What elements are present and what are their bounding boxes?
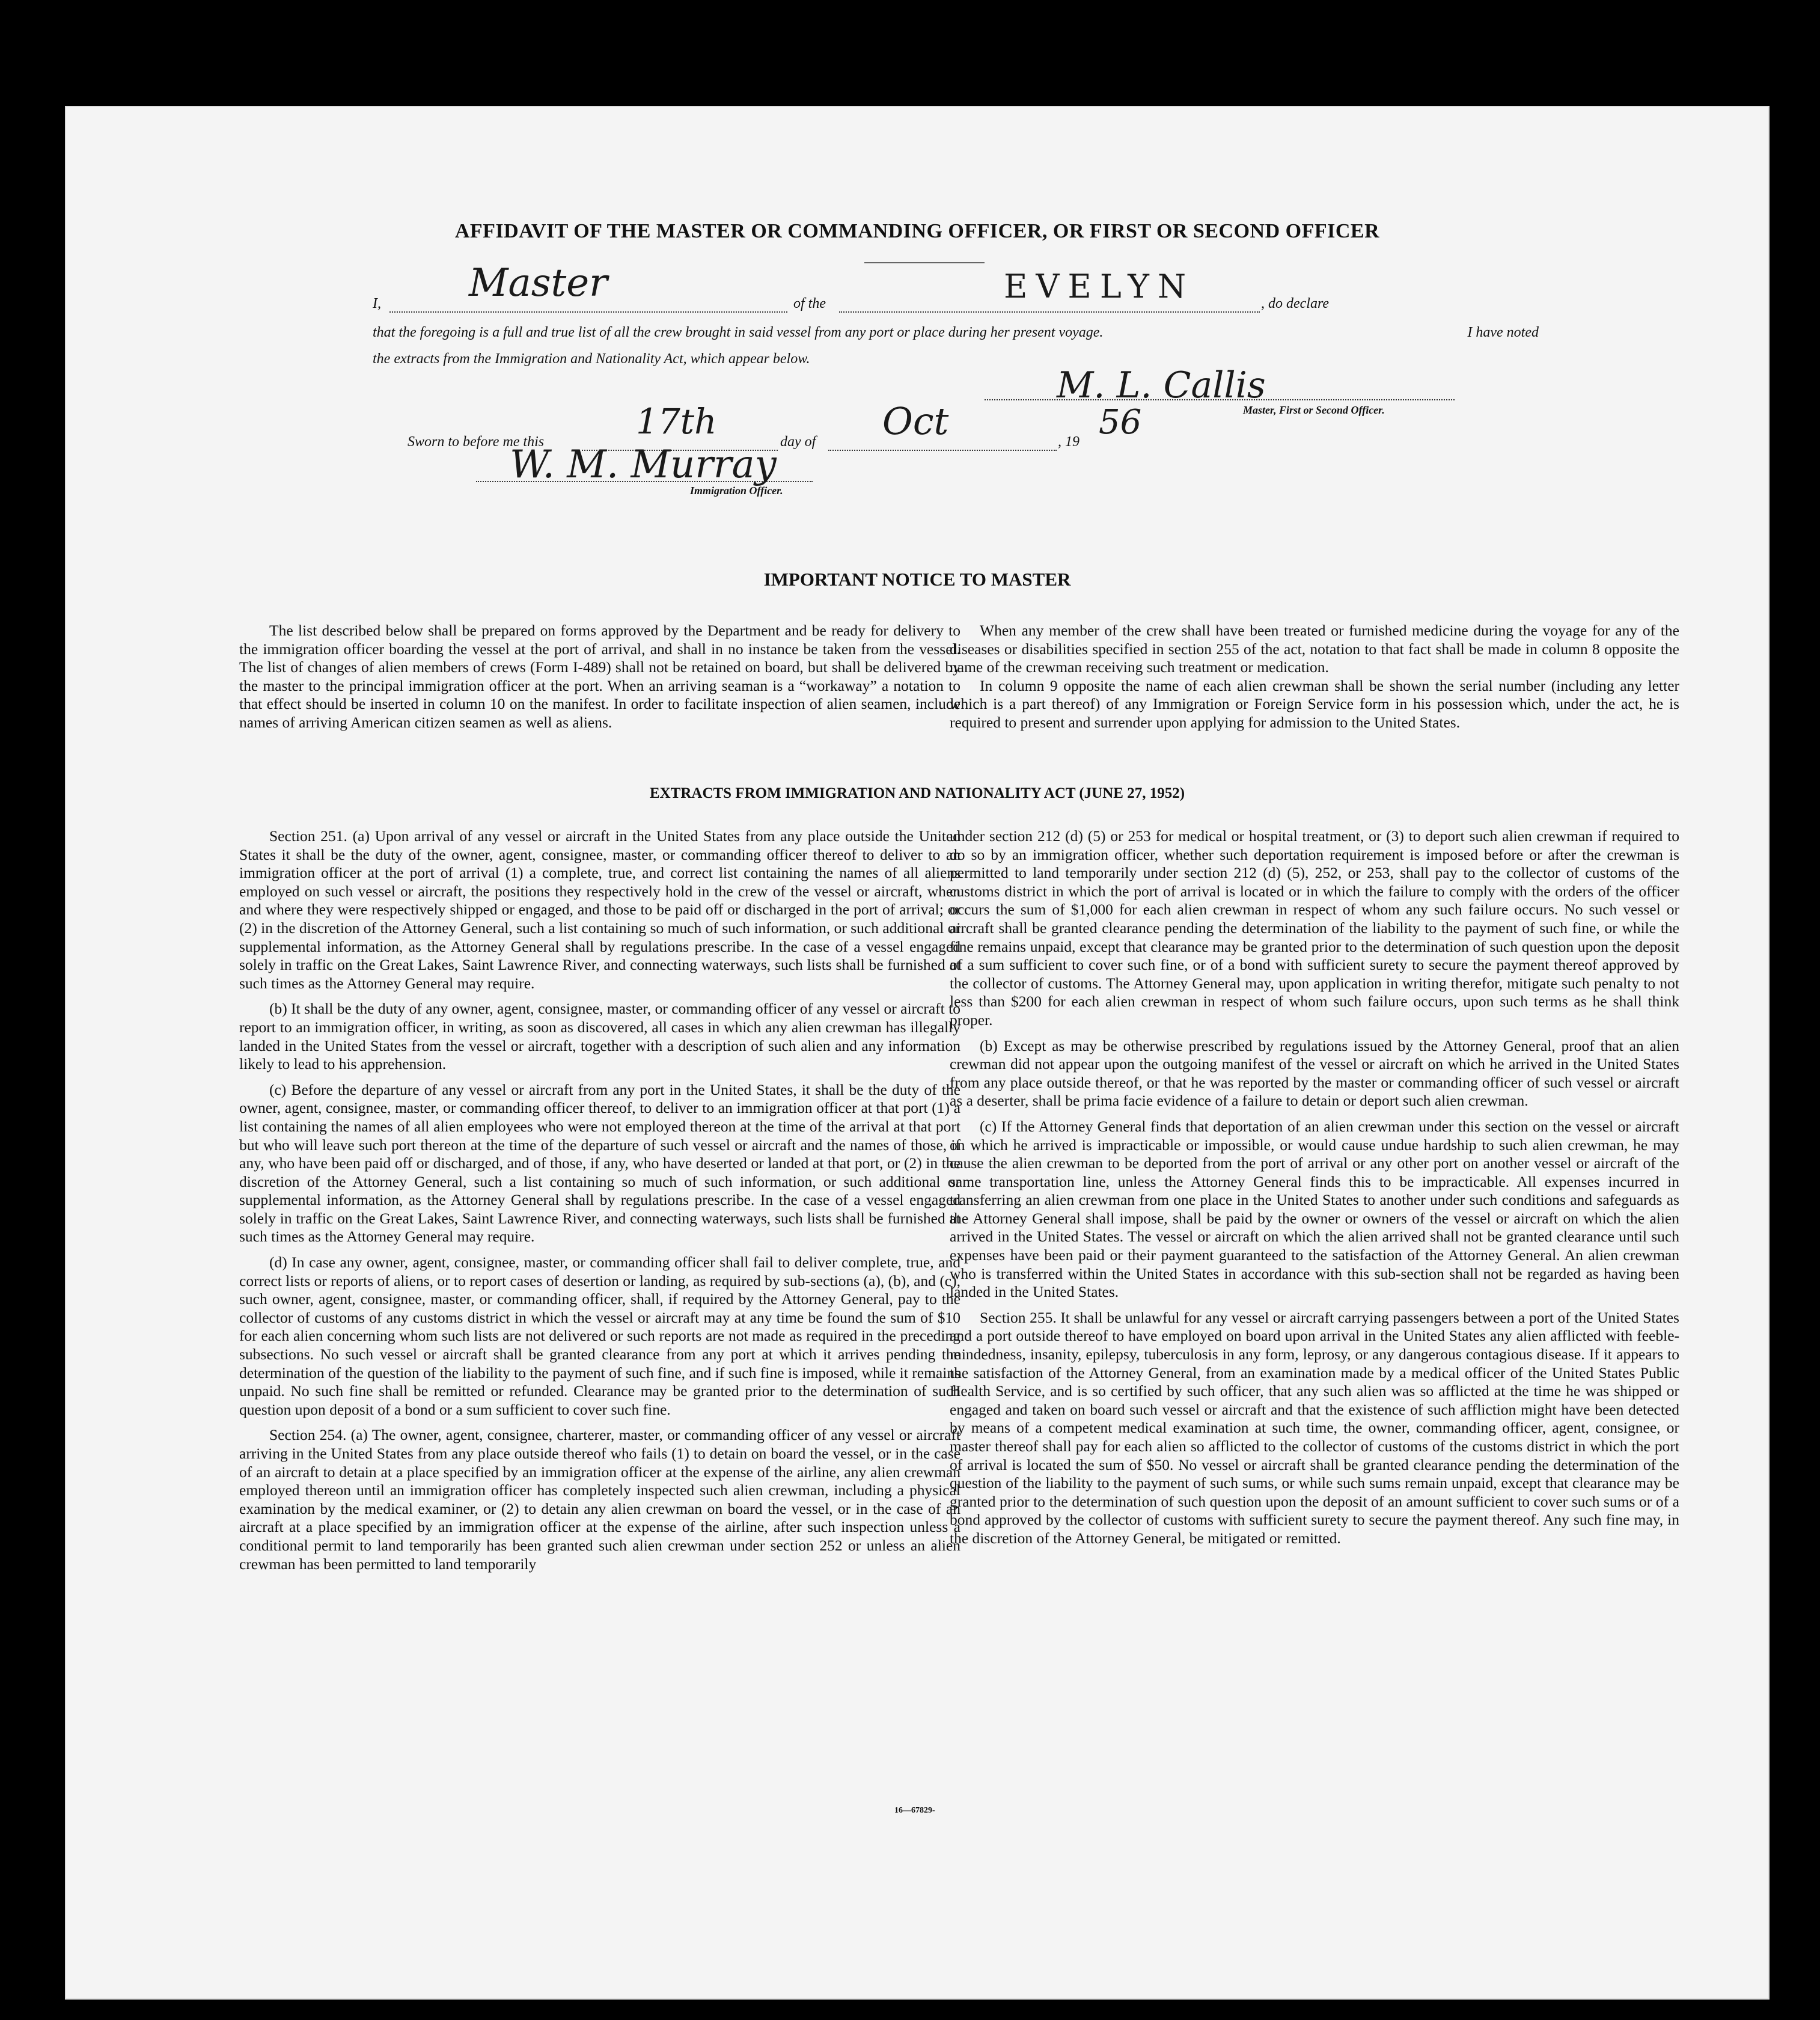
label-do-declare: , do declare: [1261, 296, 1330, 311]
declaration-line-1: [373, 261, 1539, 322]
extracts-left-column: [239, 827, 960, 1581]
affidavit-title: AFFIDAVIT OF THE MASTER OR COMMANDING OFFICER, OR FIRST OR SECOND OFFICER: [454, 220, 1380, 242]
declaration-line-2-text: that the foregoing is a full and true list of all the crew brought in said vessel from any port or place during her present voyage.: [373, 325, 1104, 340]
section-251-c: (c) Before the departure of any vessel or aircraft from any port in the United States, it shall be the duty of the owner, agent, consignee, master, or commanding officer thereof, to deliver to an immigration officer at that port (1) a list containing the names of all alien employees who were not employed thereon at the time of the arrival at that port but who will leave such port thereon at the time of the departure of such vessel or aircraft and the names of those, if any, who have been paid off or discharged, and of those, if any, who have deserted or landed at that port, or (2) in the discretion of the Attorney General, such a list containing so much of such information, or such additional or supplemental information, as the Attorney General shall by regulations prescribe. In the case of a vessel engaged solely in traffic on the Great Lakes, Saint Lawrence River, and connecting waterways, such lists shall be furnished at such times as the Attorney General may require.: [239, 1080, 960, 1246]
section-254-a-continued: under section 212 (d) (5) or 253 for medical or hospital treatment, or (3) to deport such alien crewman if required to do so by an immigration officer, whether such deportation requirement is imposed before or after the crewman is permitted to land temporarily under section 212 (d) (5), 252, or 253, shall pay to the collector of customs of the customs district in which the port of arrival is located or in which the failure to comply with the orders of the officer occurs the sum of $1,000 for each alien crewman in respect of whom any such failure occurs. No such vessel or aircraft shall be granted clearance pending the determination of the liability to the payment of such fine, or while the fine remains unpaid, except that clearance may be granted prior to the determination of such question upon the deposit of a sum sufficient to cover such fine, or of a bond with sufficient surety to secure the payment thereof approved by the collector of customs. The Attorney General may, upon application in writing therefor, mitigate such penalty to not less than $200 for each alien crewman in respect of whom such failure occurs, upon such terms as he shall think proper.: [950, 827, 1679, 1029]
notice-right-paragraph-2: In column 9 opposite the name of each alien crewman shall be shown the serial number (including any letter which is a part thereof) of any Immigration or Foreign Service form in his possession which, under the act, he is required to present and surrender upon applying for admission to the United States.: [950, 676, 1679, 731]
day-of-label: day of: [780, 434, 816, 450]
year-prefix: , 19: [1058, 434, 1079, 450]
title-rule: [864, 262, 985, 263]
section-254-b: (b) Except as may be otherwise prescribed by regulations issued by the Attorney General, proof that an alien crewman did not appear upon the outgoing manifest of the vessel or aircraft on which he arrived in the United States from any place outside thereof, or that he was reported by the master or commanding officer of such vessel or aircraft as a deserter, shall be prima facie evidence of a failure to detain or deport such alien crewman.: [950, 1036, 1679, 1110]
declaration-line-3: the extracts from the Immigration and Nationality Act, which appear below.: [373, 351, 810, 367]
handwritten-vessel: EVELYN: [1004, 268, 1195, 305]
handwritten-master-signature: M. L. Callis: [1057, 364, 1266, 406]
handwritten-month: Oct: [882, 399, 949, 443]
extracts-right-column: [950, 827, 1679, 1555]
handwritten-day: 17th: [636, 401, 717, 442]
section-251-b: (b) It shall be the duty of any owner, agent, consignee, master, or commanding officer of any vessel or aircraft to report to an immigration officer, in writing, as soon as discovered, all cases in which any alien crewman has illegally landed in the United States from the vessel or aircraft, together with a description of such alien and any information likely to lead to his apprehension.: [239, 1000, 960, 1073]
section-251-a: Section 251. (a) Upon arrival of any vessel or aircraft in the United States from any place outside the United States it shall be the duty of the owner, agent, consignee, master, or commanding officer thereof to deliver to an immigration officer at the port of arrival (1) a complete, true, and correct list containing the names of all aliens employed on such vessel or aircraft, the positions they respectively hold in the crew of the vessel or aircraft, when and where they were respectively shipped or engaged, and those to be paid off or discharged in the port of arrival; or (2) in the discretion of the Attorney General, such a list containing so much of such information, or such additional or supplemental information, as the Attorney General shall by regulations prescribe. In the case of a vessel engaged solely in traffic on the Great Lakes, Saint Lawrence River, and connecting waterways, such lists shall be furnished at such times as the Attorney General may require.: [239, 827, 960, 992]
declaration-line-2-right: I have noted: [1467, 325, 1539, 340]
notice-heading: IMPORTANT NOTICE TO MASTER: [763, 569, 1071, 590]
notice-left-paragraph: The list described below shall be prepared on forms approved by the Department and be ready for delivery to the immigration officer boarding the vessel at the port of arrival, and shall in no instance be taken from the vessel. The list of changes of alien members of crews (Form I-489) shall not be retained on board, but shall be delivered by the master to the principal immigration officer at the port. When an arriving seaman is a “workaway” a notation to that effect should be inserted in column 10 on the manifest. In order to facilitate inspection of alien seamen, include names of arriving American citizen seamen as well as aliens.: [239, 622, 960, 731]
notice-left-column: [239, 622, 960, 732]
section-254-c: (c) If the Attorney General finds that deportation of an alien crewman under this section on the vessel or aircraft on which he arrived is impracticable or impossible, or would cause undue hardship to such alien crewman, he may cause the alien crewman to be deported from the port of arrival or any other port on another vessel or aircraft of the same transportation line, unless the Attorney General finds this to be impracticable. All expenses incurred in transferring an alien crewman from one place in the United States to another under such conditions and safeguards as the Attorney General shall impose, shall be paid by the owner or owners of the vessel or aircraft on which the alien arrived in the United States. The vessel or aircraft on which the alien arrived shall not be granted clearance until such expenses have been paid or their payment guaranteed to the satisfaction of the Attorney General. An alien crewman who is transferred within the United States in accordance with this sub-section shall not be regarded as having been landed in the United States.: [950, 1117, 1679, 1301]
declaration-line-2: [373, 321, 1539, 344]
notice-right-paragraph-1: When any member of the crew shall have been treated or furnished medicine during the voyage for any of the diseases or disabilities specified in section 255 of the act, notation to that fact shall be made in column 8 opposite the name of the crewman receiving such treatment or medication.: [950, 622, 1679, 676]
officer-caption: Immigration Officer.: [690, 485, 783, 497]
section-254-a: Section 254. (a) The owner, agent, consignee, charterer, master, or commanding officer of any vessel or aircraft arriving in the United States from any place outside thereof who fails (1) to detain on board the vessel, or in the case of an aircraft to detain at a place specified by an immigration officer at the expense of the airline, any alien crewman employed thereon until an immigration officer has completely inspected such alien crewman, including a physical examination by the medical examiner, or (2) to detain any alien crewman on board the vessel, or in the case of an aircraft at a place specified by an immigration officer at the expense of the airline, after such inspection unless a conditional permit to land temporarily has been granted such alien crewman under section 252 or unless an alien crewman has been permitted to land temporarily: [239, 1426, 960, 1573]
extracts-heading: EXTRACTS FROM IMMIGRATION AND NATIONALITY ACT (JUNE 27, 1952): [649, 785, 1185, 801]
section-255: Section 255. It shall be unlawful for any vessel or aircraft carrying passengers between a port of the United States and a port outside thereof to have employed on board upon arrival in the United States any alien afflicted with feeble-mindedness, insanity, epilepsy, tuberculosis in any form, leprosy, or any dangerous contagious disease. If it appears to the satisfaction of the Attorney General, from an examination made by a medical officer of the United States Public Health Service, and is so certified by such officer, that any such alien was so afflicted at the time he was shipped or engaged and taken on board such vessel or aircraft and that the existence of such affliction might have been detected by means of a competent medical examination at such time, the owner, commanding officer, agent, consignee, or master thereof shall pay for each alien so afflicted to the collector of customs of the customs district in which the port of arrival is located the sum of $50. No vessel or aircraft shall be granted clearance pending the determination of the question of the liability to the payment of such sums, or while such sums remain unpaid, except that clearance may be granted prior to the determination of such question upon the deposit of an amount sufficient to cover such sums or of a bond approved by the collector of customs with sufficient surety to secure the payment thereof. Any such fine may, in the discretion of the Attorney General, be mitigated or remitted.: [950, 1308, 1679, 1547]
master-caption: Master, First or Second Officer.: [1243, 404, 1385, 416]
notice-right-column: [950, 622, 1679, 739]
document-page: [65, 106, 1770, 2000]
sworn-label: Sworn to before me this: [408, 434, 545, 450]
section-251-d: (d) In case any owner, agent, consignee, master, or commanding officer shall fail to deliver complete, true, and correct lists or reports of aliens, or to report cases of desertion or landing, as required by sub-sections (a), (b), and (c), such owner, agent, consignee, master, or commanding officer, shall, if required by the Attorney General, pay to the collector of customs of any customs district in which the vessel or aircraft may at any time be found the sum of $10 for each alien concerning whom such lists are not delivered or such reports are not made as required in the preceding subsections. No such vessel or aircraft shall be granted clearance from any port at which it arrives pending the determination of the question of the liability to the payment of such fine, and if such fine is imposed, while it remains unpaid. No such fine shall be remitted or refunded. Clearance may be granted prior to the determination of such question upon deposit of a bond or a sum sufficient to cover such fine.: [239, 1253, 960, 1418]
label-i: I,: [373, 296, 381, 311]
handwritten-officer-signature: W. M. Murray: [510, 442, 777, 487]
handwritten-name: Master: [469, 261, 608, 305]
handwritten-year: 56: [1099, 403, 1142, 442]
label-of-the: of the: [793, 296, 826, 311]
form-code: 16—67829-: [894, 1806, 935, 1815]
